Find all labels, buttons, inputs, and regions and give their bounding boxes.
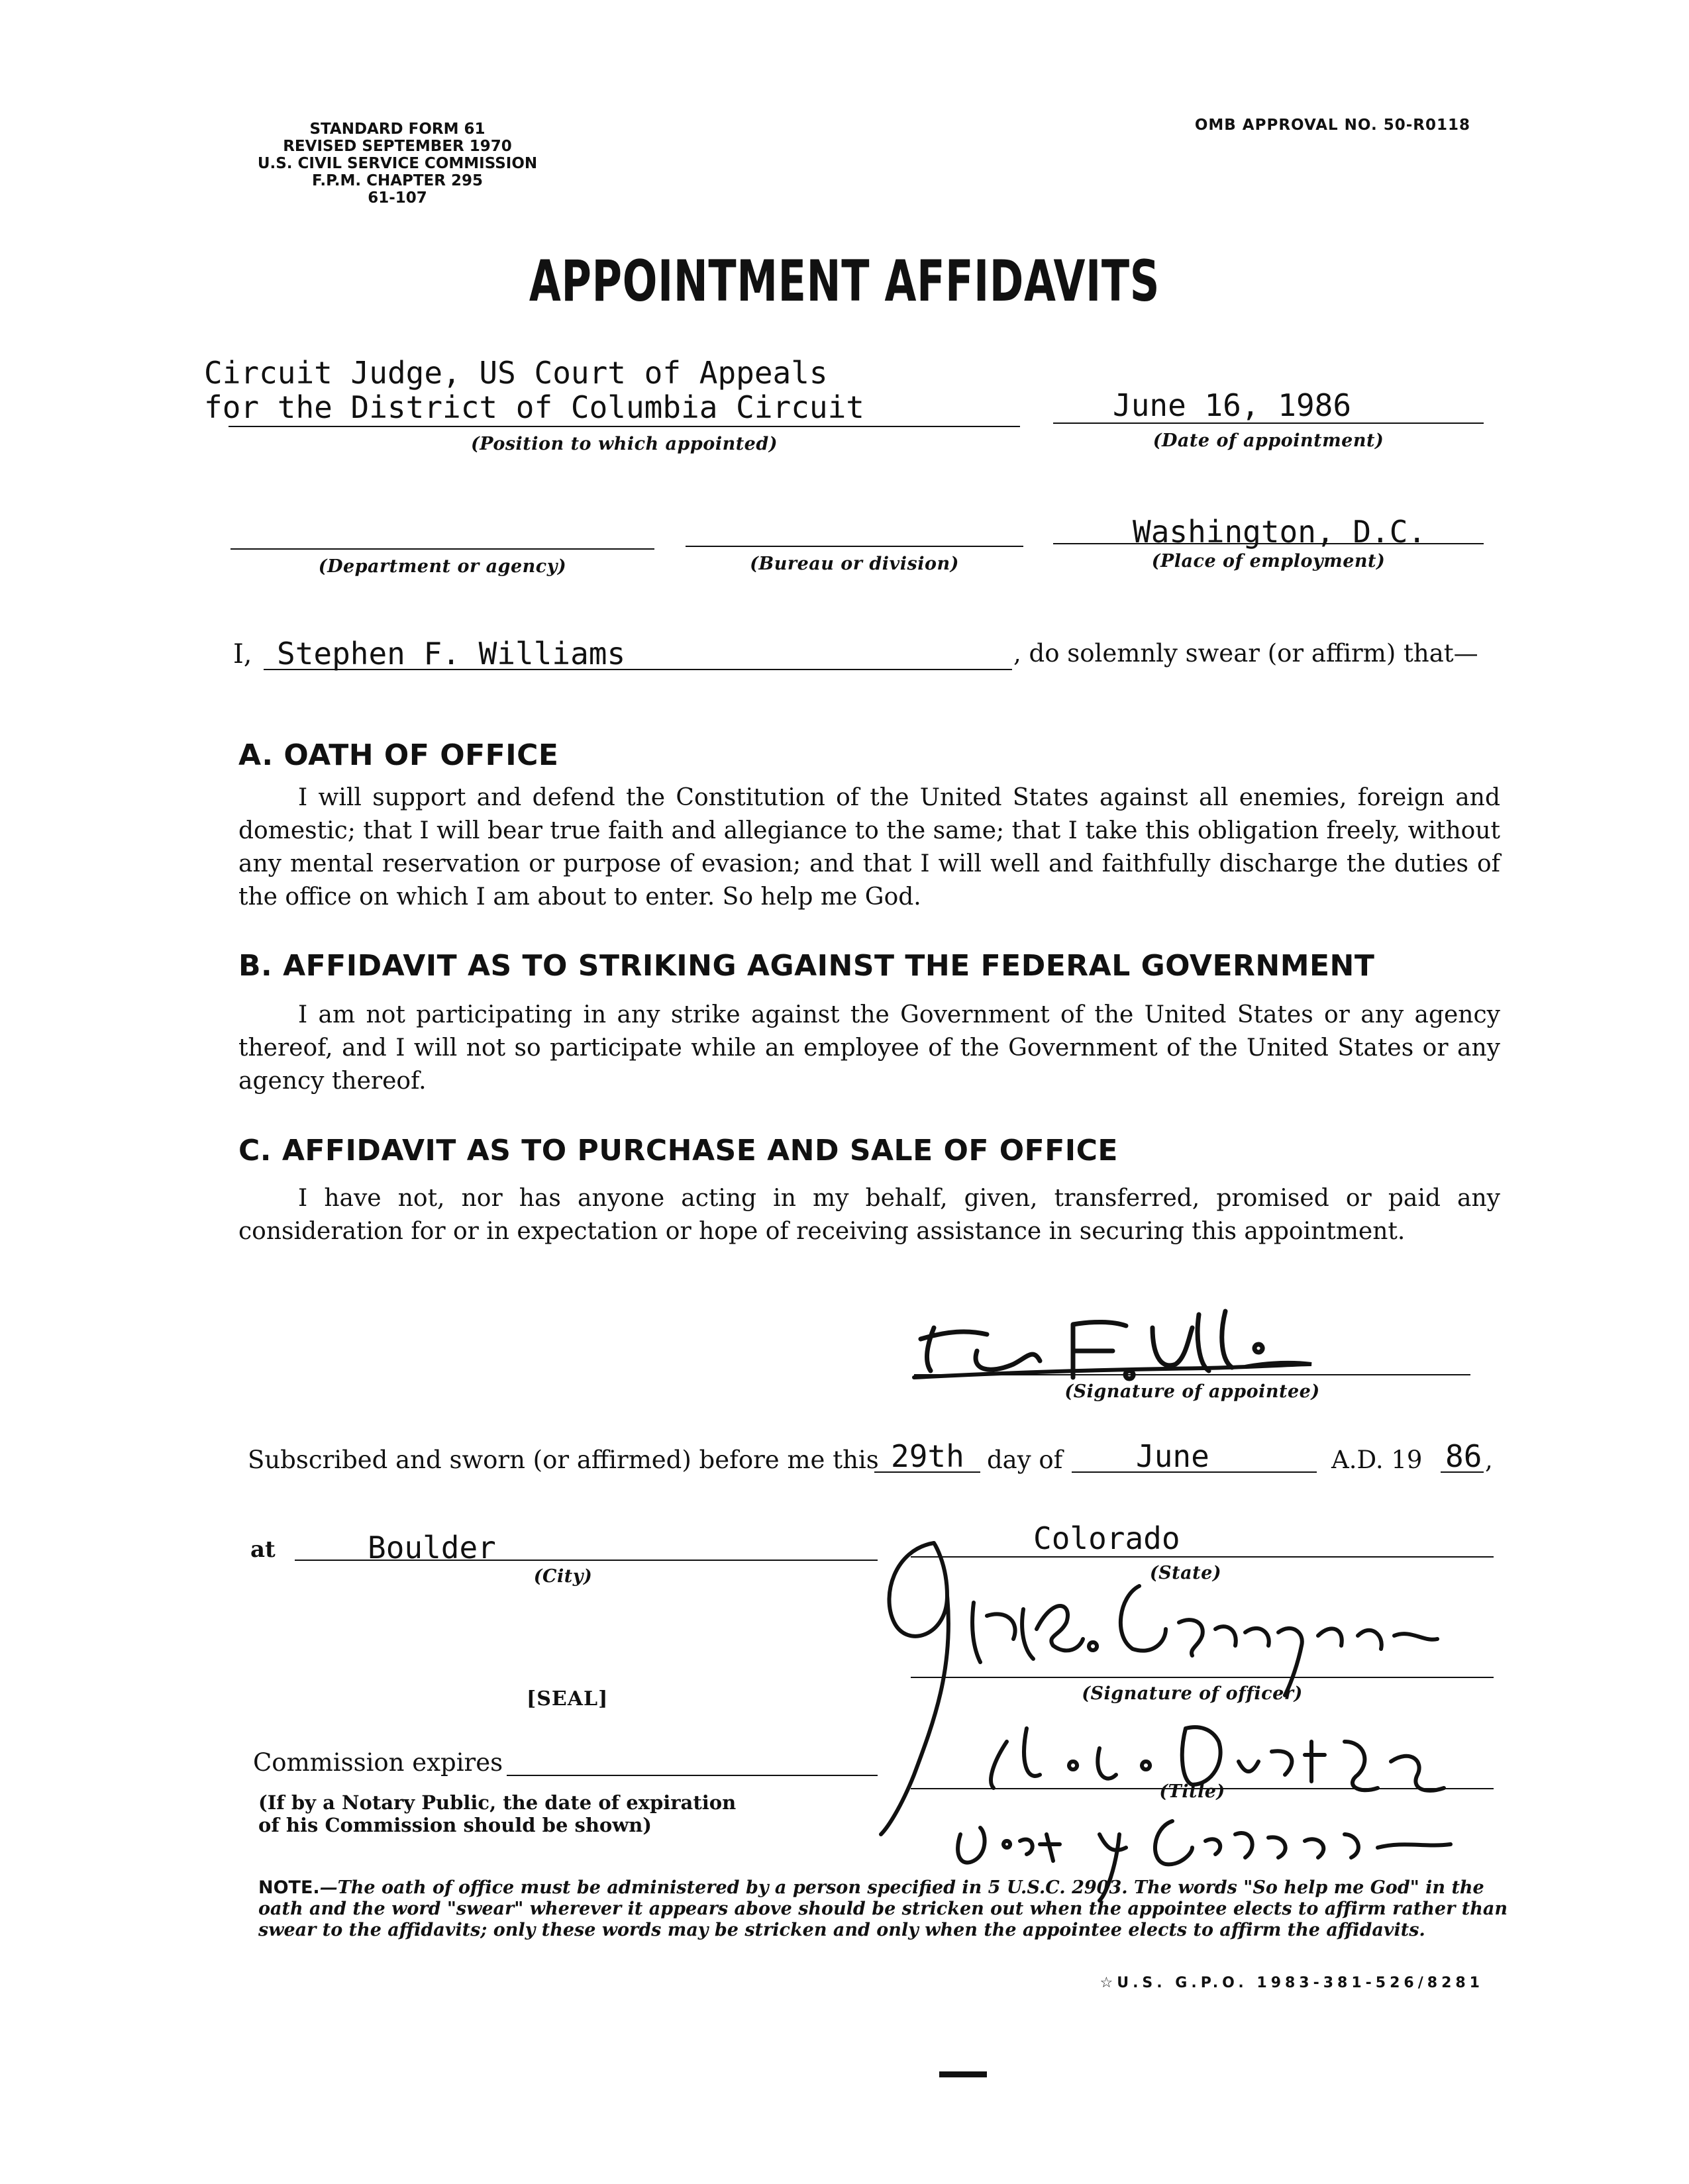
department-field-line [230,548,654,550]
bureau-field-line [686,546,1023,547]
day-field-line [874,1471,980,1473]
page-mark [939,2071,987,2077]
position-line-2: for the District of Columbia Circuit [204,389,864,425]
subscribed-month: June [1136,1438,1209,1474]
place-field-line [1053,543,1484,544]
form-id-line: 61-107 [368,189,427,207]
officer-signature-caption: (Signature of officer) [1082,1683,1303,1704]
position-line-1: Circuit Judge, US Court of Appeals [204,355,828,391]
city-value: Boulder [368,1530,496,1565]
appointee-signature-caption: (Signature of appointee) [1064,1381,1320,1402]
subscribed-day: 29th [891,1438,964,1474]
form-id-line: U.S. CIVIL SERVICE COMMISSION [257,155,538,172]
section-a-heading: A. OATH OF OFFICE [238,738,559,772]
appointee-signature [914,1298,1338,1391]
date-field-line [1053,422,1484,424]
appointee-name: Stephen F. Williams [277,636,626,671]
date-of-appointment-value: June 16, 1986 [1113,387,1352,423]
month-field-line [1072,1471,1317,1473]
section-c-text: I have not, nor has anyone acting in my behalf, given, transferred, promised or paid any consideration for or in expectation or hope of receiving assistance in securing this appointment. [238,1185,1500,1245]
subscribed-suffix: , [1485,1446,1493,1474]
document-title: APPOINTMENT AFFIDAVITS [529,248,1160,315]
commission-note: (If by a Notary Public, the date of expiration of his Commission should be shown) [258,1791,737,1836]
swear-suffix: , do solemnly swear (or affirm) that— [1013,639,1478,668]
city-caption: (City) [533,1566,593,1587]
footnote [258,1877,1517,1941]
bureau-caption: (Bureau or division) [750,554,959,574]
form-id-line: F.P.M. CHAPTER 295 [312,172,483,189]
state-caption: (State) [1149,1563,1222,1583]
place-caption: (Place of employment) [1151,551,1386,571]
officer-title-caption: (Title) [1159,1781,1225,1802]
appointee-signature-line [914,1374,1470,1375]
subscribed-year: 86 [1445,1438,1482,1474]
seal-label: [SEAL] [527,1687,609,1711]
swear-prefix: I, [233,639,252,670]
commission-label: Commission expires [253,1748,503,1777]
form-id-line: REVISED SEPTEMBER 1970 [283,138,512,155]
city-field-line [295,1560,878,1561]
standard-form-id [219,121,576,207]
section-b-heading: B. AFFIDAVIT AS TO STRIKING AGAINST THE FEDERAL GOVERNMENT [238,949,1375,983]
gpo-imprint: ☆U.S. G.P.O. 1983-381-526/8281 [1100,1975,1484,1991]
position-field-line [229,426,1020,427]
name-field-line [264,669,1012,670]
department-caption: (Department or agency) [318,556,567,577]
section-c-heading: C. AFFIDAVIT AS TO PURCHASE AND SALE OF OFFICE [238,1134,1118,1167]
section-a-text: I will support and defend the Constitution of the United States against all enemies, foreign and domestic; that I will bear true faith and allegiance to the same; that I take this obligation freely, without any mental reservation or purpose of evasion; and that I will well and faithfully discharge the duties of the office on which I am about to enter. So help me God. [238,784,1500,911]
year-field-line [1441,1471,1484,1473]
note-label: NOTE. [258,1877,320,1898]
date-caption: (Date of appointment) [1152,430,1384,451]
day-of-label: day of [987,1446,1063,1474]
ad-label: A.D. 19 [1331,1446,1423,1474]
omb-approval: OMB APPROVAL NO. 50-R0118 [1194,117,1470,134]
commission-field-line [507,1775,878,1776]
place-of-employment-value: Washington, D.C. [1133,514,1427,550]
note-text: —The oath of office must be administered by a person specified in 5 U.S.C. 2903. The words "So help me God" in the oath and the word "swear" wherever it appears above should be stricken out when the appointee elects to affirm rather than swear to the affidavits; only these words may be stricken and only when the appointee elects to affirm the affidavits. [258,1877,1508,1940]
form-id-line: STANDARD FORM 61 [309,121,486,138]
subscribed-prefix: Subscribed and sworn (or affirmed) before me this [248,1446,879,1474]
position-caption: (Position to which appointed) [470,434,778,454]
at-label: at [250,1536,276,1563]
state-value: Colorado [1033,1520,1180,1556]
section-b-text: I am not participating in any strike against the Government of the United States or any agency thereof, and I will not so participate while an employee of the Government of the United States or any agency thereof. [238,1001,1500,1095]
officer-signature-line [911,1677,1494,1678]
